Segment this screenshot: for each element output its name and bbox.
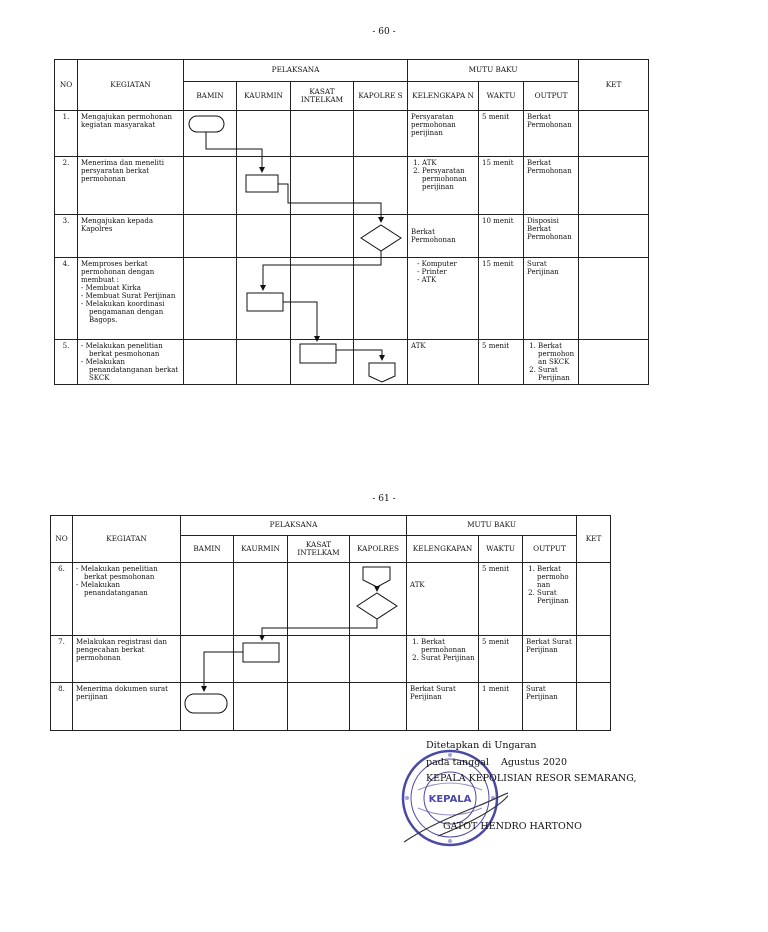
header-no: NO xyxy=(51,516,73,563)
list-item: - Melakukan penelitian berkat pesmohonan xyxy=(76,565,158,582)
list-item: - Melakukan penelitian berkat pesmohonan xyxy=(81,342,163,359)
row-kelengkapan: Berkat Permohonan xyxy=(408,215,479,258)
row-no: 7. xyxy=(51,636,73,683)
row-output: Berkat Permohonan xyxy=(524,111,579,157)
header-kapolres: KAPOLRES xyxy=(350,536,407,563)
row-kegiatan-text: Memproses berkat permohonan dengan membuat : xyxy=(81,260,155,285)
row-kegiatan: Melakukan registrasi dan pengecahan berkat permohonan xyxy=(73,636,181,683)
row-output: Surat Perijinan xyxy=(523,683,577,731)
list-item: - Komputer xyxy=(417,260,457,268)
list-item: - Membuat Surat Perijinan xyxy=(81,292,176,301)
page-number-60: - 60 - xyxy=(372,27,396,37)
header-waktu: WAKTU xyxy=(479,536,523,563)
header-no: NO xyxy=(55,60,78,111)
signature-title: KEPALA KEPOLISIAN RESOR SEMARANG, xyxy=(426,773,637,784)
row-kegiatan xyxy=(78,258,184,340)
list-item: 1. Berkat permohonan xyxy=(421,638,475,654)
header-kegiatan: KEGIATAN xyxy=(78,60,184,111)
sop-table-page-61 xyxy=(50,515,611,731)
row-waktu: 15 menit xyxy=(479,258,524,340)
row-waktu: 15 menit xyxy=(479,157,524,215)
list-item: 1. Berkat permoho nan xyxy=(537,565,573,589)
list-item: 1. Berkat permohon an SKCK xyxy=(538,342,575,366)
list-item: 2. Surat Perijinan xyxy=(538,366,575,382)
row-output: Surat Perijinan xyxy=(524,258,579,340)
list-item: - Membuat Kirka xyxy=(81,284,141,293)
row-no: 2. xyxy=(55,157,78,215)
row-output: Disposisi Berkat Permohonan xyxy=(524,215,579,258)
row-waktu: 10 menit xyxy=(479,215,524,258)
table-row xyxy=(55,215,649,258)
row-kelengkapan xyxy=(408,258,479,340)
table-row xyxy=(55,258,649,340)
row-output xyxy=(523,563,577,636)
page-number-61: - 61 - xyxy=(372,494,396,504)
header-kaurmin: KAURMIN xyxy=(237,82,291,111)
table-row xyxy=(51,563,611,636)
header-mutu-baku: MUTU BAKU xyxy=(407,516,577,536)
row-waktu: 5 menit xyxy=(479,563,523,636)
header-kegiatan: KEGIATAN xyxy=(73,516,181,563)
list-item: - Printer xyxy=(417,268,447,277)
row-waktu: 5 menit xyxy=(479,636,523,683)
row-no: 6. xyxy=(51,563,73,636)
list-item: 2. Persyaratan permohonan perijinan xyxy=(422,167,475,191)
header-bamin: BAMIN xyxy=(181,536,234,563)
header-ket: KET xyxy=(577,516,611,563)
row-no: 5. xyxy=(55,340,78,385)
sop-table-page-60 xyxy=(54,59,649,385)
header-kasat-intelkam: KASAT INTELKAM xyxy=(291,82,354,111)
row-no: 8. xyxy=(51,683,73,731)
row-kegiatan: Mengajukan kepada Kapolres xyxy=(78,215,184,258)
list-item: - Melakukan penandatanganan xyxy=(76,581,148,598)
table-row xyxy=(55,157,649,215)
list-item: 1. ATK xyxy=(422,159,475,167)
row-kelengkapan: ATK xyxy=(408,340,479,385)
row-output: Berkat Permohonan xyxy=(524,157,579,215)
row-kelengkapan: Berkat Surat Perijinan xyxy=(407,683,479,731)
header-kapolres: KAPOLRE S xyxy=(354,82,408,111)
row-kegiatan xyxy=(73,563,181,636)
table-row xyxy=(55,111,649,157)
list-item: 2. Surat Perijinan xyxy=(421,654,475,662)
row-kegiatan xyxy=(78,340,184,385)
header-mutu-baku: MUTU BAKU xyxy=(408,60,579,82)
row-kegiatan: Menerima dokumen surat perijinan xyxy=(73,683,181,731)
header-bamin: BAMIN xyxy=(184,82,237,111)
header-pelaksana: PELAKSANA xyxy=(181,516,407,536)
header-waktu: WAKTU xyxy=(479,82,524,111)
table-row xyxy=(51,636,611,683)
row-kelengkapan: ATK xyxy=(407,563,479,636)
row-output xyxy=(524,340,579,385)
signature-place: Ditetapkan di Ungaran xyxy=(426,740,537,751)
row-waktu: 5 menit xyxy=(479,340,524,385)
signature-date: pada tanggal Agustus 2020 xyxy=(426,757,567,768)
row-kelengkapan xyxy=(408,157,479,215)
row-waktu: 5 menit xyxy=(479,111,524,157)
header-output: OUTPUT xyxy=(523,536,577,563)
row-kelengkapan: Persyaratan permohonan perijinan xyxy=(408,111,479,157)
row-output: Berkat Surat Perijinan xyxy=(523,636,577,683)
row-kegiatan: Menerima dan meneliti persyaratan berkat permohonan xyxy=(78,157,184,215)
row-no: 3. xyxy=(55,215,78,258)
row-kelengkapan xyxy=(407,636,479,683)
row-kegiatan: Mengajukan permohonan kegiatan masyarakat xyxy=(78,111,184,157)
header-pelaksana: PELAKSANA xyxy=(184,60,408,82)
row-no: 1. xyxy=(55,111,78,157)
header-ket: KET xyxy=(579,60,649,111)
table-row xyxy=(51,683,611,731)
stamp-center-text: KEPALA xyxy=(428,794,472,805)
list-item: 2. Surat Perijinan xyxy=(537,589,573,605)
header-kelengkapan: KELENGKAPAN xyxy=(407,536,479,563)
header-kaurmin: KAURMIN xyxy=(234,536,288,563)
header-output: OUTPUT xyxy=(524,82,579,111)
list-item: - ATK xyxy=(417,276,437,285)
signature-name: GATOT HENDRO HARTONO xyxy=(443,821,582,832)
header-kasat-intelkam: KASAT INTELKAM xyxy=(288,536,350,563)
list-item: - Melakukan koordinasi pengamanan dengan Bagops. xyxy=(81,300,165,325)
row-waktu: 1 menit xyxy=(479,683,523,731)
table-row xyxy=(55,340,649,385)
list-item: - Melakukan penandatanganan berkat SKCK xyxy=(81,358,179,383)
row-no: 4. xyxy=(55,258,78,340)
header-kelengkapan: KELENGKAPA N xyxy=(408,82,479,111)
